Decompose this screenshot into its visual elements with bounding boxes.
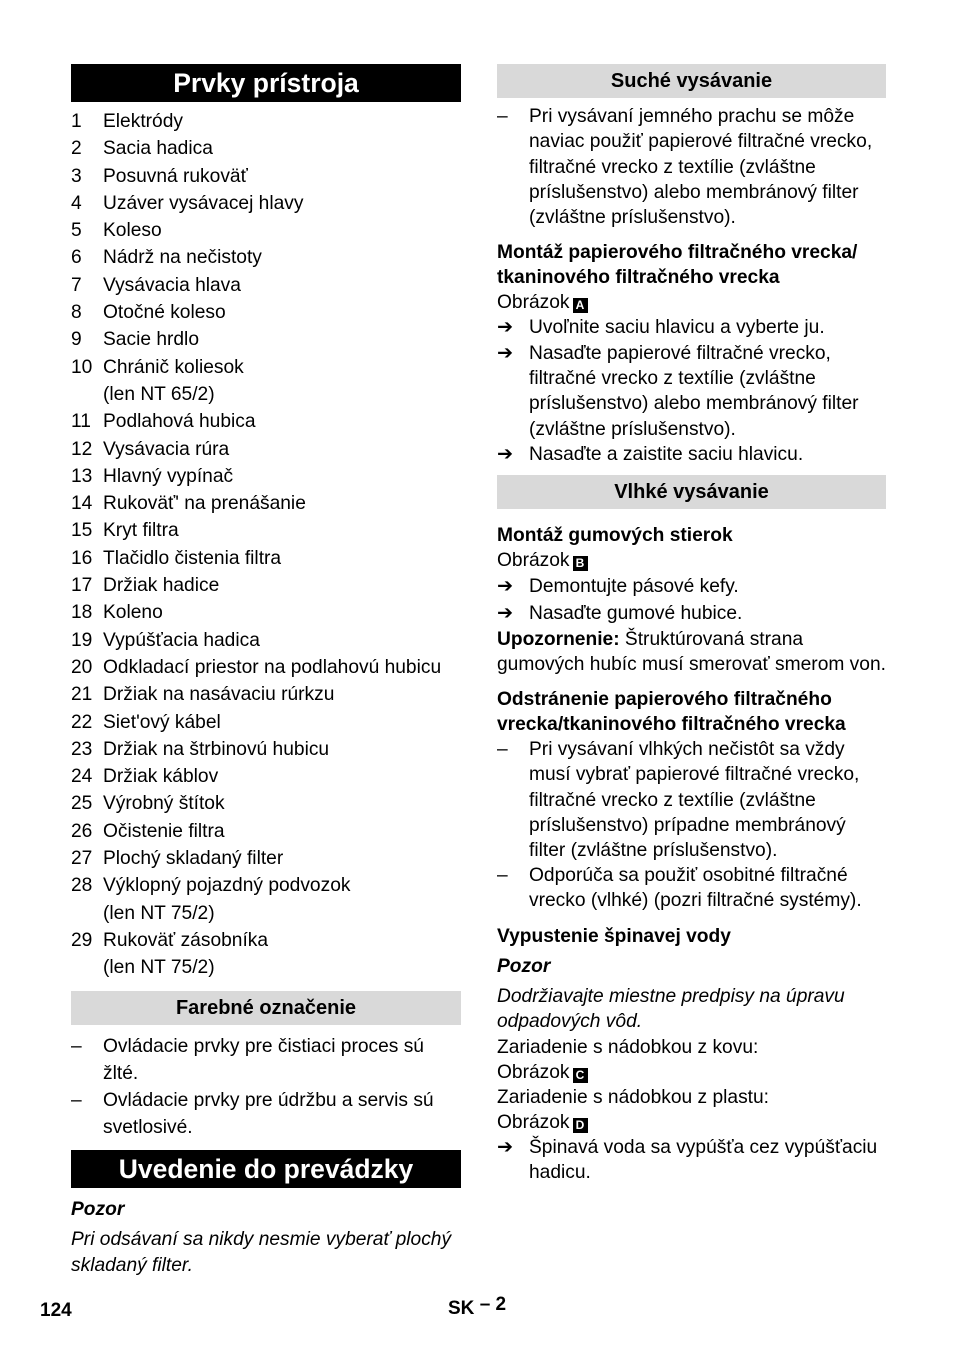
- item-number: [71, 381, 103, 408]
- item-text: Uzáver vysávacej hlavy: [103, 192, 304, 214]
- mount-filter-steps: [497, 315, 886, 467]
- metal-container-text: Zariadenie s nádobkou z kovu:: [497, 1036, 759, 1058]
- list-item: [497, 737, 886, 863]
- list-item: [71, 217, 461, 244]
- item-text: Sacie hrdlo: [103, 329, 199, 351]
- list-item: [71, 354, 461, 381]
- item-text: Otočné koleso: [103, 302, 226, 324]
- caution-label-right: Pozor: [497, 955, 551, 977]
- item-text: Sacia hadica: [103, 138, 213, 160]
- item-text: Plochý skladaný filter: [103, 848, 284, 870]
- drain-water-steps: [497, 1135, 886, 1185]
- heading-wet-vacuuming: Vlhké vysávanie: [497, 475, 886, 509]
- arrow-right-icon: ➔: [497, 443, 514, 465]
- heading-device-parts: Prvky prístroja: [71, 64, 461, 102]
- left-column: [71, 64, 461, 1279]
- item-number: 1: [71, 111, 82, 132]
- item-text: (len NT 75/2): [103, 957, 215, 979]
- item-text: Hlavný vypínač: [103, 465, 234, 487]
- list-item: [71, 1087, 461, 1142]
- item-number: [71, 954, 103, 981]
- list-item: [71, 927, 461, 954]
- figure-label: Obrázok: [497, 292, 570, 314]
- list-item: [71, 436, 461, 463]
- list-item: [71, 135, 461, 162]
- list-item: [497, 573, 886, 600]
- list-item: [71, 517, 461, 544]
- item-text: Nasaďte papierové filtračné vrecko, filtračné vrecko z textílie (zvláštne príslušenstvo) alebo membránový filter (zvláštne príslušenstvo).: [529, 342, 859, 440]
- item-text: Výrobný štítok: [103, 793, 225, 815]
- subheading-remove-filter-bag: Odstránenie papierového filtračného vrecka/tkaninového filtračného vrecka: [497, 689, 846, 736]
- note-paragraph: [497, 627, 886, 677]
- item-number: 25: [71, 793, 93, 815]
- item-text: Ovládacie prvky pre čistiaci proces sú žlté.: [103, 1035, 424, 1084]
- item-text: Demontujte pásové kefy.: [529, 576, 739, 598]
- footer-lang: SK: [448, 1298, 475, 1319]
- item-number: 21: [71, 684, 93, 706]
- item-text: Odporúča sa použiť osobitné filtračné vrecko (vlhké) (pozri filtračné systémy).: [529, 865, 862, 912]
- item-number: 14: [71, 493, 93, 515]
- item-text: Koleno: [103, 602, 163, 624]
- item-text: Vysávacia rúra: [103, 438, 230, 460]
- list-item: [71, 954, 461, 981]
- item-number: 26: [71, 820, 93, 842]
- list-item: [497, 104, 886, 230]
- list-item: [71, 272, 461, 299]
- heading-start-up: Uvedenie do prevádzky: [71, 1150, 461, 1188]
- item-number: 2: [71, 138, 82, 160]
- item-number: 6: [71, 247, 82, 269]
- rubber-wipers-steps: [497, 573, 886, 627]
- arrow-right-icon: ➔: [497, 603, 514, 625]
- item-text: Vypúšťacia hadica: [103, 629, 260, 651]
- item-text: Chránič koliesok: [103, 356, 244, 378]
- item-number: 3: [71, 165, 82, 187]
- caution-label: Pozor: [71, 1198, 125, 1220]
- list-item: [71, 490, 461, 517]
- arrow-right-icon: ➔: [497, 1136, 514, 1158]
- item-text: Špinavá voda sa vypúšťa cez vypúšťaciu hadicu.: [529, 1136, 878, 1183]
- list-item: [497, 315, 886, 340]
- item-number: 20: [71, 656, 93, 678]
- list-item: [497, 863, 886, 913]
- figure-label: Obrázok: [497, 550, 570, 572]
- subheading-mount-filter-bag: Montáž papierového filtračného vrecka/ tkaninového filtračného vrecka: [497, 242, 858, 289]
- item-text: Výklopný pojazdný podvozok: [103, 875, 351, 897]
- list-item: [71, 190, 461, 217]
- list-item: [71, 790, 461, 817]
- list-item: [71, 681, 461, 708]
- list-item: [71, 763, 461, 790]
- item-text: Koleso: [103, 220, 162, 242]
- figure-ref-c: [497, 1060, 886, 1085]
- list-item: [497, 600, 886, 627]
- figure-label: Obrázok: [497, 1111, 570, 1133]
- item-text: Nádrž na nečistoty: [103, 247, 262, 269]
- list-item: [71, 736, 461, 763]
- figure-d-icon: D: [573, 1118, 588, 1133]
- item-number: 10: [71, 356, 93, 378]
- item-number: 7: [71, 274, 82, 296]
- item-text: Pri vysávaní jemného prachu se môže naviac použiť papierové filtračné vrecko, filtračné vrecko z textílie (zvláštne príslušenstvo) alebo membránový filter (zvláštne príslušenstvo).: [529, 106, 873, 229]
- item-text: Držiak hadice: [103, 575, 220, 597]
- item-text: Pri vysávaní vlhkých nečistôt sa vždy musí vybrať papierové filtračné vrecko, filtračné vrecko z textílie (zvláštne príslušenstvo) prípadne membránový filter (zvláštne príslušenstvo).: [529, 739, 860, 862]
- dash-bullet: –: [71, 1090, 82, 1112]
- item-text: (len NT 75/2): [103, 902, 215, 924]
- dash-bullet: –: [71, 1035, 82, 1057]
- parts-list: [71, 108, 461, 982]
- heading-dry-vacuuming: Suché vysávanie: [497, 64, 886, 98]
- arrow-right-icon: ➔: [497, 317, 514, 339]
- item-number: 24: [71, 766, 93, 788]
- item-text: Uvoľnite saciu hlavicu a vyberte ju.: [529, 317, 825, 339]
- figure-a-icon: A: [573, 298, 588, 313]
- list-item: [71, 299, 461, 326]
- item-number: 17: [71, 575, 93, 597]
- list-item: [71, 463, 461, 490]
- item-number: 5: [71, 220, 82, 242]
- list-item: [71, 872, 461, 899]
- list-item: [71, 818, 461, 845]
- item-text: Tlačidlo čistenia filtra: [103, 547, 282, 569]
- item-number: 16: [71, 547, 93, 569]
- list-item: [71, 900, 461, 927]
- figure-ref-d: [497, 1110, 886, 1135]
- list-item: [71, 408, 461, 435]
- figure-label: Obrázok: [497, 1061, 570, 1083]
- item-number: 28: [71, 875, 93, 897]
- list-item: [497, 442, 886, 467]
- item-text: Nasaďte a zaistite saciu hlavicu.: [529, 443, 804, 465]
- list-item: [71, 108, 461, 135]
- item-text: Držiak káblov: [103, 766, 219, 788]
- item-text: Držiak na nasávaciu rúrkzu: [103, 684, 335, 706]
- item-text: Podlahová hubica: [103, 411, 256, 433]
- list-item: [71, 845, 461, 872]
- arrow-right-icon: ➔: [497, 342, 514, 364]
- dash-bullet: –: [497, 865, 508, 887]
- list-item: [71, 627, 461, 654]
- list-item: [497, 1135, 886, 1185]
- item-number: 29: [71, 929, 93, 951]
- list-item: [71, 381, 461, 408]
- item-text: Ovládacie prvky pre údržbu a servis sú svetlosivé.: [103, 1090, 434, 1139]
- item-text: Rukoväť zásobníka: [103, 929, 269, 951]
- list-item: [71, 599, 461, 626]
- caution-text-right: Dodržiavajte miestne predpisy na úpravu odpadových vôd.: [497, 985, 845, 1033]
- figure-b-icon: B: [573, 556, 588, 571]
- remove-filter-list: [497, 737, 886, 913]
- heading-color-coding: Farebné označenie: [71, 991, 461, 1025]
- item-text: Vysávacia hlava: [103, 274, 241, 296]
- item-text: Odkladací priestor na podlahovú hubicu: [103, 656, 442, 678]
- footer-section-number: – 2: [479, 1294, 507, 1315]
- list-item: [71, 244, 461, 271]
- arrow-right-icon: ➔: [497, 576, 514, 598]
- item-number: 15: [71, 520, 93, 542]
- dry-vacuuming-list: [497, 104, 886, 230]
- item-number: 12: [71, 438, 93, 460]
- item-number: 19: [71, 629, 93, 651]
- footer-section: [448, 1295, 506, 1322]
- list-item: [497, 341, 886, 442]
- dash-bullet: –: [497, 106, 508, 127]
- item-text: Posuvná rukoväť: [103, 165, 248, 187]
- subheading-drain-water: Vypustenie špinavej vody: [497, 925, 731, 947]
- item-text: (len NT 65/2): [103, 383, 215, 405]
- list-item: [71, 1033, 461, 1088]
- item-number: 8: [71, 302, 82, 324]
- color-coding-list: [71, 1033, 461, 1142]
- list-item: [71, 654, 461, 681]
- item-text: Očistenie filtra: [103, 820, 225, 842]
- item-text: Rukoväť' na prenášanie: [103, 493, 306, 515]
- figure-c-icon: C: [573, 1068, 588, 1083]
- right-column: [497, 64, 886, 1185]
- item-number: 13: [71, 465, 93, 487]
- item-text: Elektródy: [103, 111, 183, 132]
- list-item: [71, 326, 461, 353]
- item-text: Kryt filtra: [103, 520, 179, 542]
- item-number: 9: [71, 329, 82, 351]
- page-number: 124: [40, 1300, 72, 1321]
- dash-bullet: –: [497, 739, 508, 761]
- item-number: 23: [71, 738, 93, 760]
- item-text: Siet'ový kábel: [103, 711, 221, 733]
- list-item: [71, 545, 461, 572]
- list-item: [71, 709, 461, 736]
- item-number: 18: [71, 602, 93, 624]
- plastic-container-text: Zariadenie s nádobkou z plastu:: [497, 1086, 769, 1108]
- note-text: Štruktúrovaná strana gumových hubíc musí smerovať smerom von.: [497, 629, 886, 676]
- list-item: [71, 163, 461, 190]
- figure-ref-a: [497, 290, 886, 315]
- list-item: [71, 572, 461, 599]
- note-label: Upozornenie:: [497, 629, 620, 651]
- item-number: 27: [71, 848, 93, 870]
- item-number: 4: [71, 192, 82, 214]
- item-text: Nasaďte gumové hubice.: [529, 603, 743, 625]
- subheading-rubber-wipers: Montáž gumových stierok: [497, 525, 733, 547]
- figure-ref-b: [497, 548, 886, 573]
- item-number: 22: [71, 711, 93, 733]
- item-number: 11: [71, 411, 91, 433]
- caution-text: Pri odsávaní sa nikdy nesmie vyberať plochý skladaný filter.: [71, 1228, 452, 1276]
- item-number: [71, 900, 103, 927]
- item-text: Držiak na štrbinovú hubicu: [103, 738, 330, 760]
